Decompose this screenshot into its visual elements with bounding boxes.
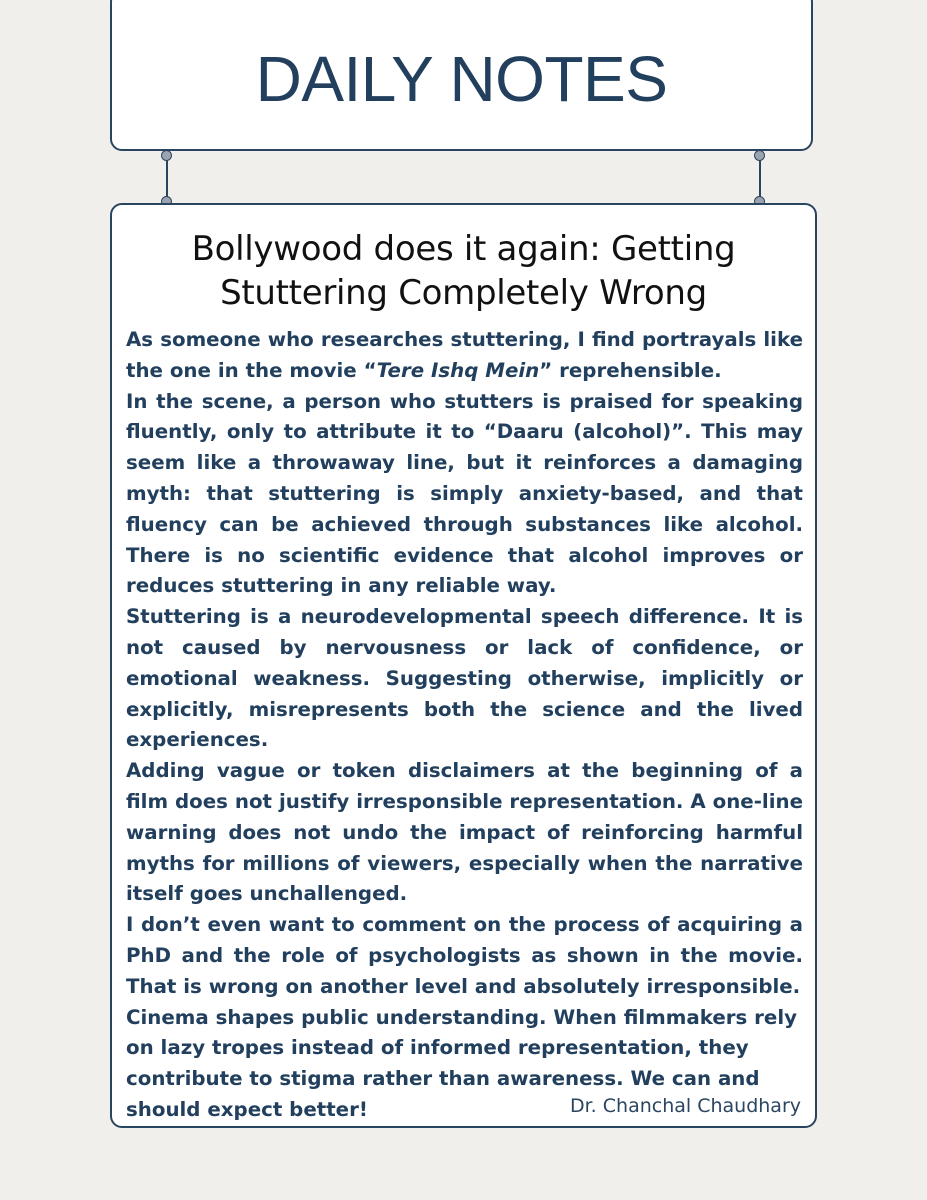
paragraph-1-intro: As someone who researches stuttering, I find portrayals like the one in the movie “ [126, 328, 803, 382]
article-body [126, 325, 803, 1126]
paragraph-1 [126, 325, 803, 387]
paragraph-5: I don’t even want to comment on the process of acquiring a PhD and the role of psychologists as shown in the movie. That is wrong on another level and absolutely irresponsible. [126, 913, 803, 998]
author-signature: Dr. Chanchal Chaudhary [569, 1095, 801, 1117]
right-chain-top-rivet [754, 150, 765, 161]
article-card [110, 203, 817, 1128]
article-title: Bollywood does it again: Getting Stuttering Completely Wrong [191, 229, 736, 313]
left-chain-top-rivet [161, 150, 172, 161]
paragraph-3: Stuttering is a neurodevelopmental speech difference. It is not caused by nervousness or lack of confidence, or emotional weakness. Suggesting otherwise, implicitly or explicitly, misrepresents both the science and the lived experiences. [126, 605, 803, 752]
movie-title: Tere Ishq Mein [376, 358, 540, 382]
paragraph-6: Cinema shapes public understanding. When filmmakers rely on lazy tropes instead of informed representation, they contribute to stigma rather than awareness. We can and should expect better! [126, 1005, 798, 1121]
paragraph-4: Adding vague or token disclaimers at the beginning of a film does not justify irresponsible representation. A one-line warning does not undo the impact of reinforcing harmful myths for millions of viewers, especially when the narrative itself goes unchallenged. [126, 759, 803, 906]
header-card [110, 0, 813, 151]
paragraph-1-end: ” reprehensible. [539, 358, 722, 382]
page-title: DAILY NOTES [255, 43, 668, 115]
paragraph-2: In the scene, a person who stutters is praised for speaking fluently, only to attribute it to “Daaru (alcohol)”. This may seem like a throwaway line, but it reinforces a damaging myth: that stuttering is simply anxiety-based, and that fluency can be achieved through substances like alcohol. There is no scientific evidence that alcohol improves or reduces stuttering in any reliable way. [126, 389, 803, 598]
